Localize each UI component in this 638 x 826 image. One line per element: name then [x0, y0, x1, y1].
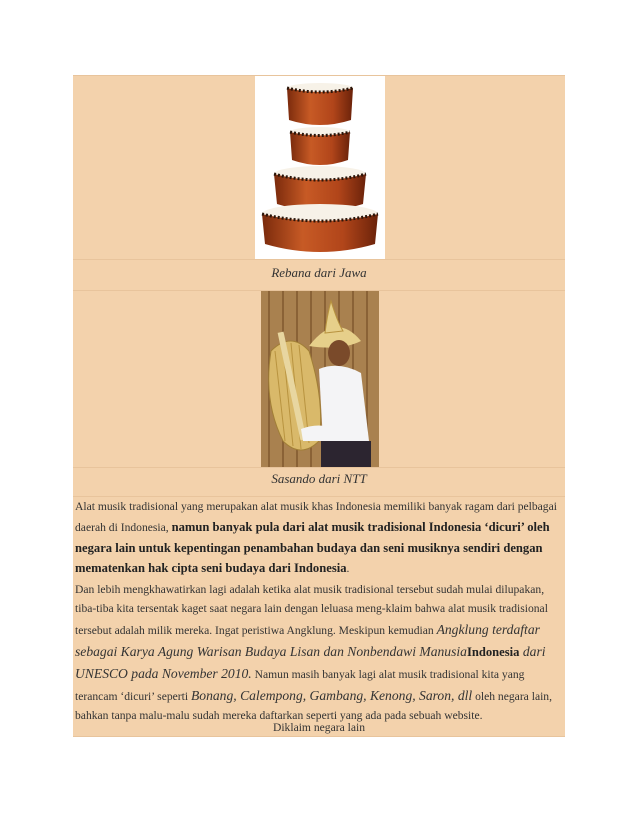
footer-caption: Diklaim negara lain: [272, 721, 366, 734]
figure-caption: Sasando dari NTT: [271, 471, 367, 486]
rule: [73, 496, 565, 497]
paragraph-text: oleh negara lain, bahkan tanpa malu-malu sudah mereka daftarkan seperti yang ada pada sebuah website.: [75, 689, 553, 722]
rule: [73, 736, 565, 737]
paragraph-text: Dan lebih mengkhawatirkan lagi adalah ketika alat musik tradisional tersebut sudah mulai dilupakan, tiba-tiba kita tersentak kaget saat negara lain dengan leluasa meng-klaim bahwa alat musik tradisional tersebut adalah milik mereka. Ingat peristiwa Angklung. Meskipun kemudian: [75, 583, 548, 637]
figure-caption: Rebana dari Jawa: [271, 265, 367, 280]
rule: [73, 259, 565, 260]
paragraph-italic-text: Bonang, Calempong, Gambang, Kenong, Saron, dll: [190, 687, 473, 703]
paragraph-bold-text: Indonesia: [466, 644, 520, 659]
rule: [73, 467, 565, 468]
paragraph-bold-text: namun banyak pula dari alat musik tradisional Indonesia ‘dicuri’ oleh negara lain untuk kepentingan penambahan budaya dan seni musiknya sendiri dengan mematenkan hak cipta seni budaya dari Indonesia: [75, 519, 550, 576]
article-paragraph-1: [75, 498, 565, 579]
paragraph-italic-text: dari UNESCO pada November 2010.: [75, 643, 546, 681]
article-paragraph-2: [75, 581, 565, 725]
paragraph-text: Alat musik tradisional yang merupakan alat musik khas Indonesia memiliki banyak ragam dari pelbagai daerah di Indonesia,: [75, 500, 557, 534]
paragraph-italic-text: Angklung terdaftar sebagai Karya Agung Warisan Budaya Lisan dan Nonbendawi Manusia: [75, 621, 540, 659]
sasando-player-photo: [261, 291, 379, 467]
rebana-drums-photo: [255, 76, 385, 259]
paragraph-text: .: [346, 562, 350, 576]
paragraph-text: Namun masih banyak lagi alat musik tradisional kita yang terancam ‘dicuri’ seperti: [75, 667, 525, 703]
